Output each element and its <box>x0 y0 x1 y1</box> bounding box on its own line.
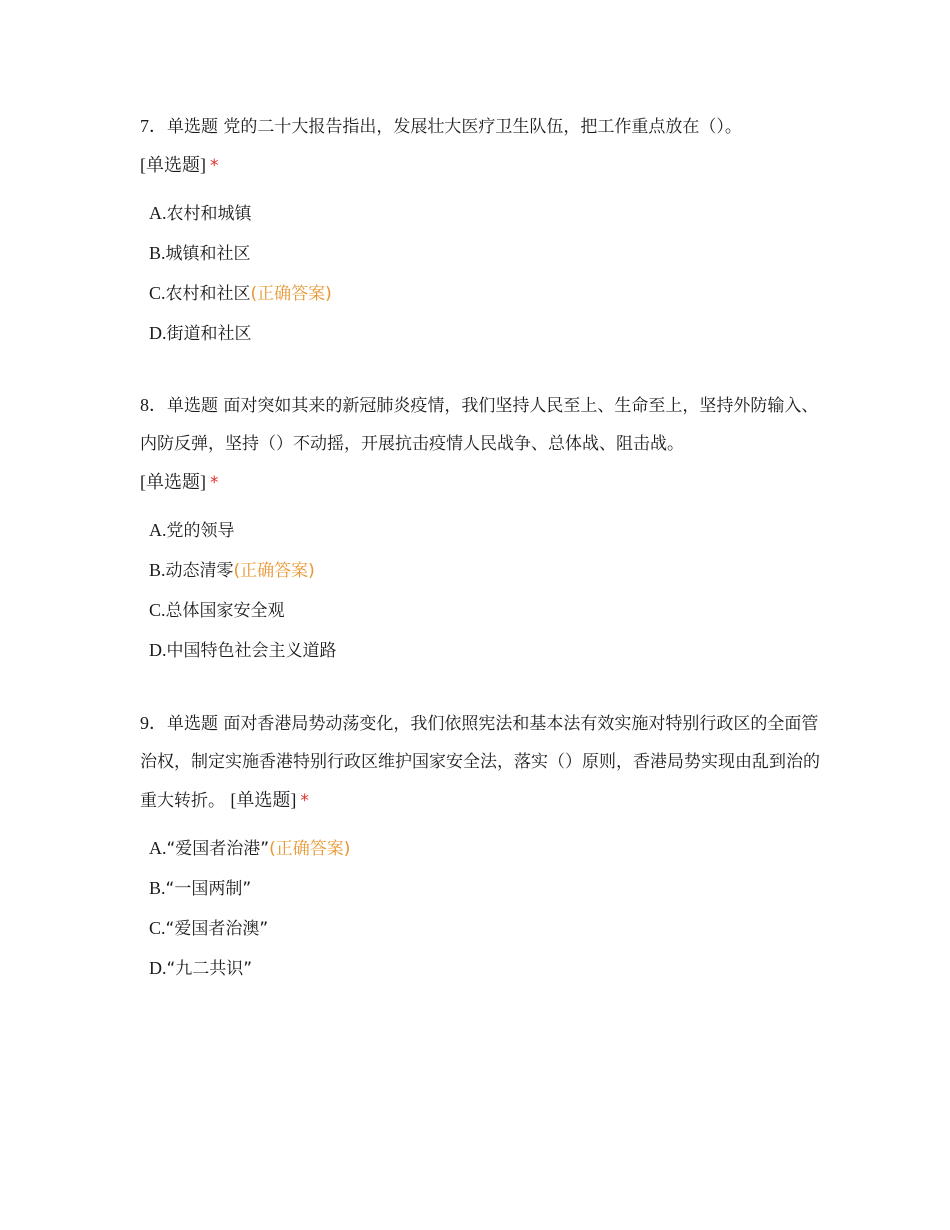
required-mark: * <box>210 156 219 176</box>
question-text <box>140 704 820 820</box>
option-a[interactable]: A.党的领导 <box>149 520 235 541</box>
question-type: 单选题 <box>167 714 218 734</box>
correct-answer-label: (正确答案) <box>250 284 332 304</box>
question-type: 单选题 <box>167 396 218 416</box>
option-c[interactable]: C.农村和社区(正确答案) <box>149 283 332 304</box>
option-d[interactable]: D.中国特色社会主义道路 <box>149 640 337 661</box>
question-tag: [单选题] <box>230 790 297 810</box>
correct-answer-label: (正确答案) <box>269 839 351 859</box>
option-b[interactable]: B.动态清零(正确答案) <box>149 560 315 581</box>
question-number: 7． <box>140 116 167 136</box>
question-tag: [单选题] <box>140 472 206 492</box>
question-number: 8． <box>140 395 167 415</box>
question-body: 党的二十大报告指出，发展壮大医疗卫生队伍，把工作重点放在（）。 <box>223 117 742 137</box>
required-mark: * <box>300 791 309 811</box>
question-number: 9． <box>140 713 167 733</box>
option-c[interactable]: C.总体国家安全观 <box>149 600 285 621</box>
question-text <box>140 386 820 502</box>
question-tag: [单选题] <box>140 155 206 175</box>
required-mark: * <box>210 473 219 493</box>
option-d[interactable]: D.“九二共识” <box>149 958 253 979</box>
question-body: 面对香港局势动荡变化，我们依照宪法和基本法有效实施对特别行政区的全面管治权，制定实施香港特别行政区维护国家安全法，落实（）原则，香港局势实现由乱到治的重大转折。 <box>140 714 820 811</box>
question-7 <box>140 107 820 353</box>
option-b[interactable]: B.城镇和社区 <box>149 243 251 264</box>
question-body: 面对突如其来的新冠肺炎疫情，我们坚持人民至上、生命至上，坚持外防输入、内防反弹，坚持（）不动摇，开展抗击疫情人民战争、总体战、阻击战。 <box>140 396 819 454</box>
correct-answer-label: (正确答案) <box>233 561 315 581</box>
option-list <box>140 193 820 353</box>
option-list <box>140 510 820 670</box>
option-list <box>140 828 820 988</box>
option-d[interactable]: D.街道和社区 <box>149 323 252 344</box>
question-9 <box>140 704 820 988</box>
option-c[interactable]: C.“爱国者治澳” <box>149 918 269 939</box>
option-a[interactable]: A.“爱国者治港”(正确答案) <box>149 838 351 859</box>
question-type: 单选题 <box>167 117 218 137</box>
option-b[interactable]: B.“一国两制” <box>149 878 252 899</box>
question-8 <box>140 386 820 670</box>
option-a[interactable]: A.农村和城镇 <box>149 203 252 224</box>
question-text <box>140 107 820 185</box>
